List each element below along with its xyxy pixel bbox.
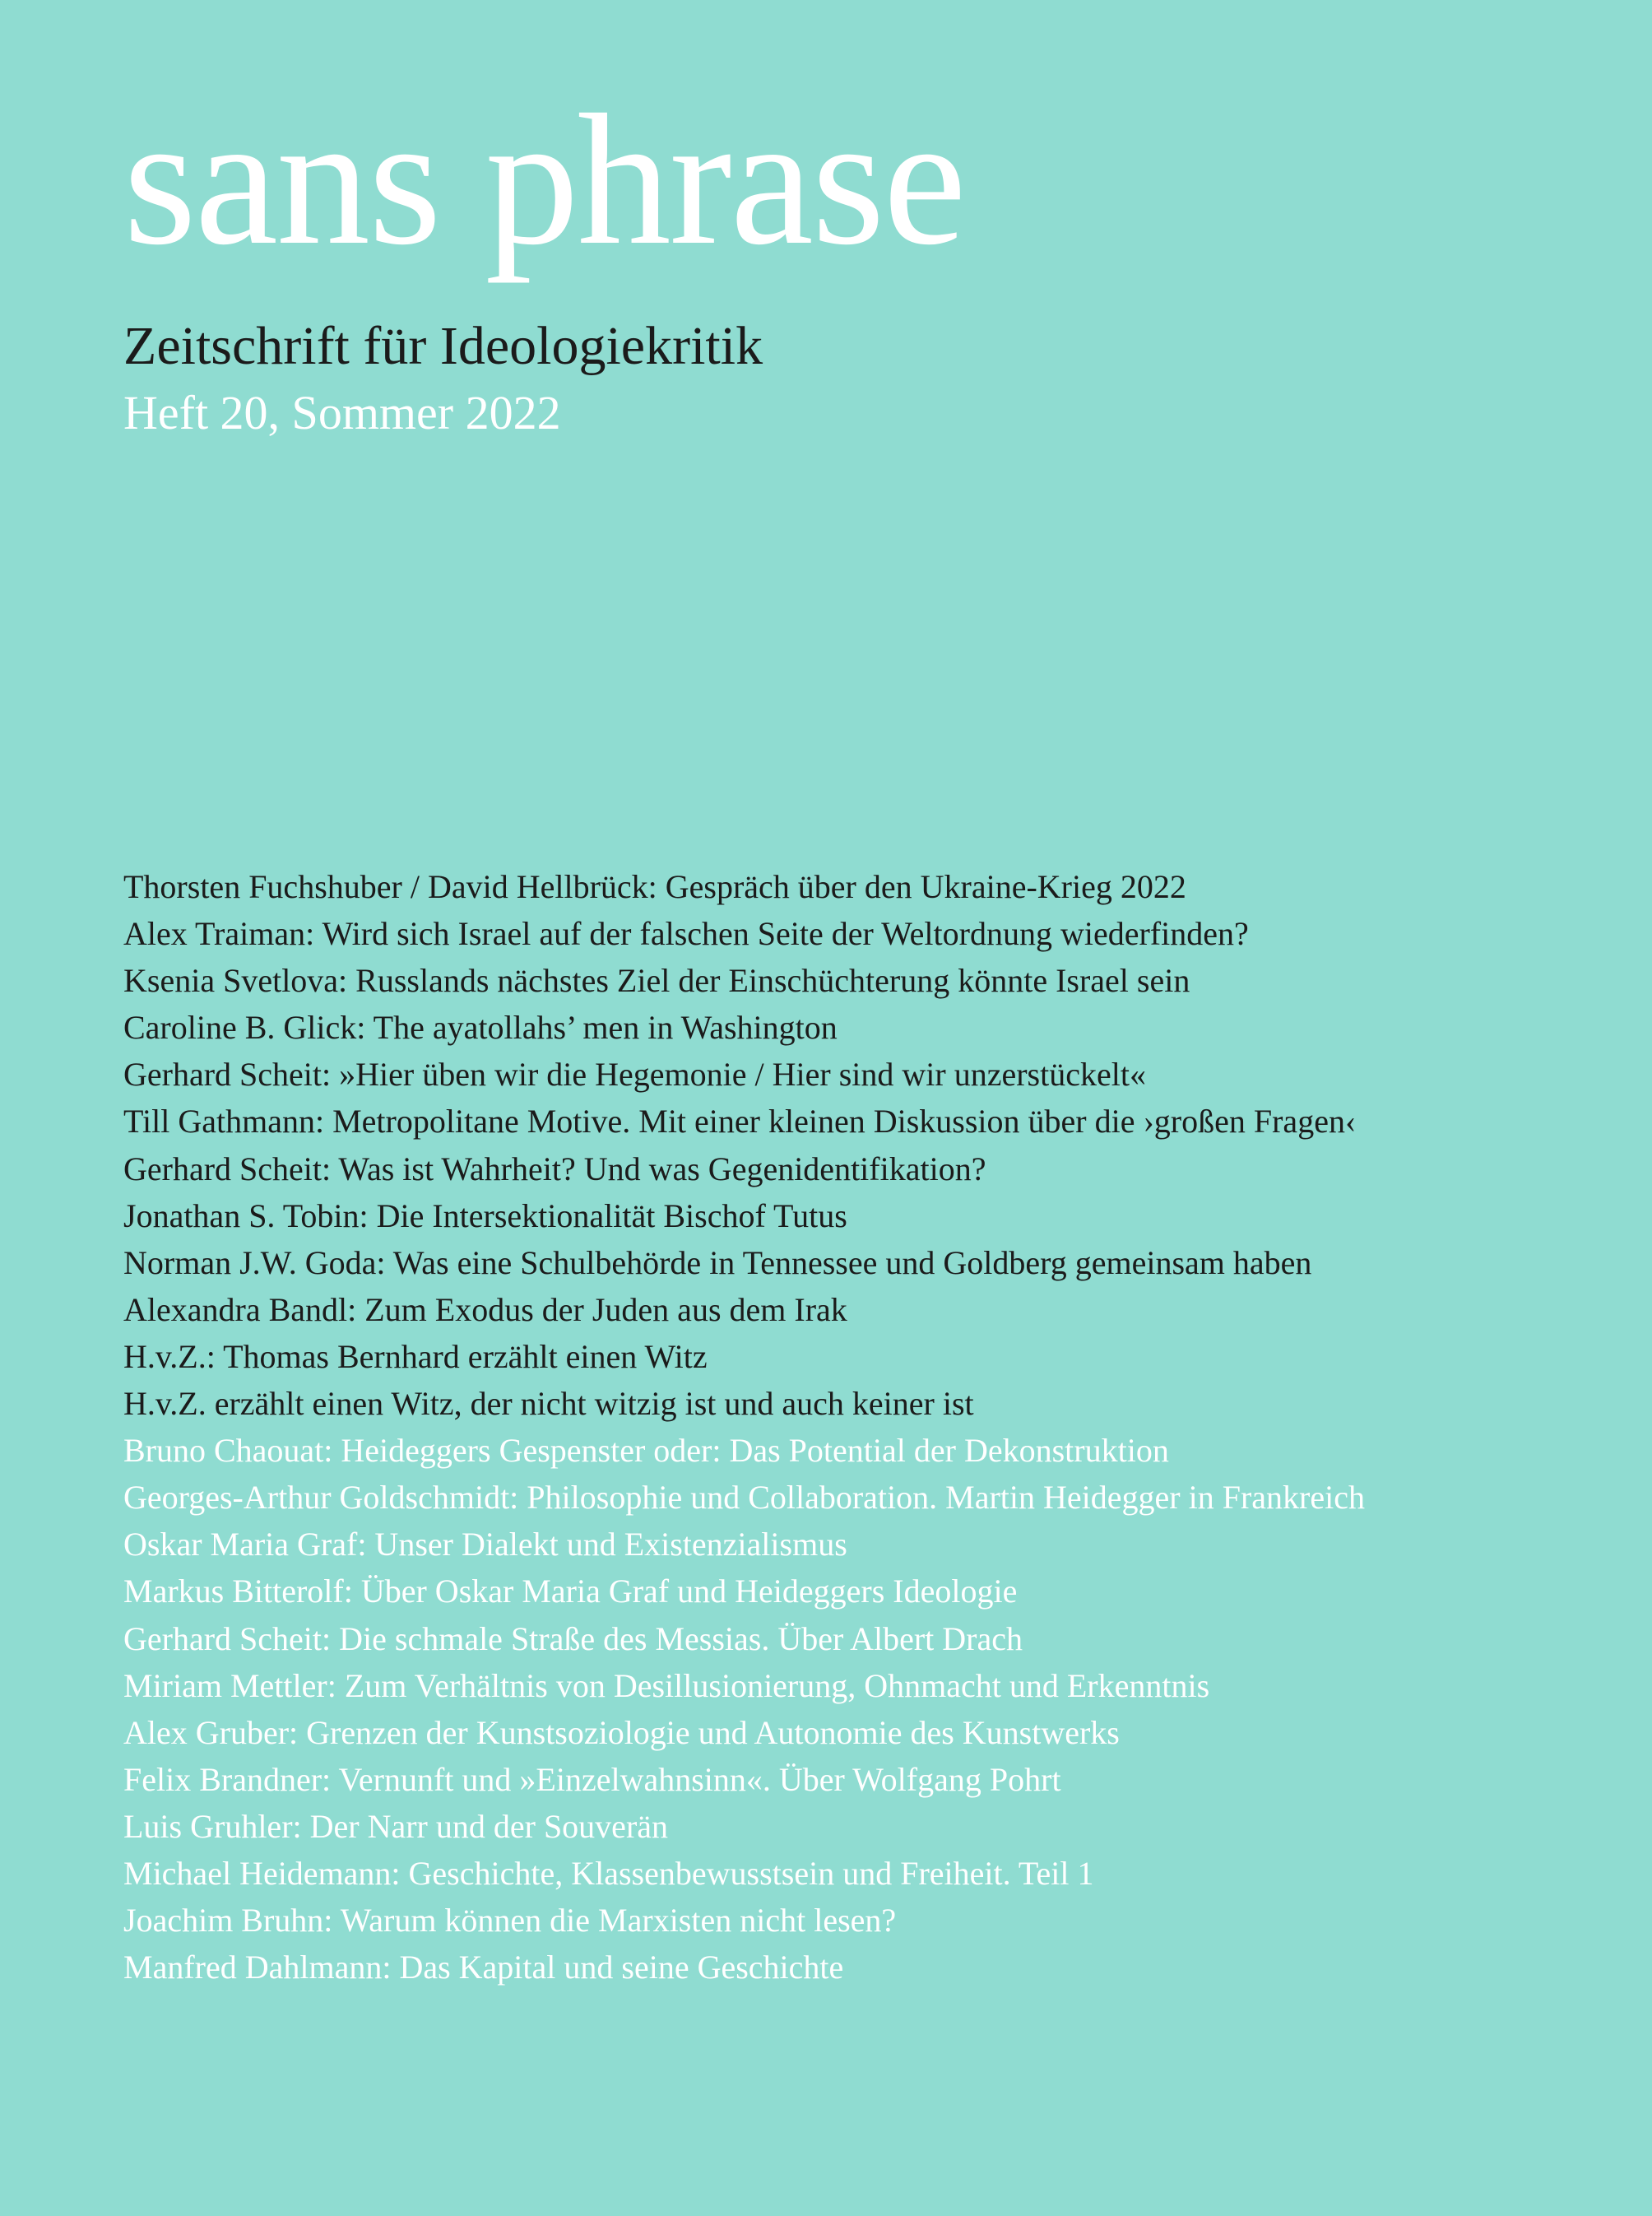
contents-item: Till Gathmann: Metropolitane Motive. Mit einer kleinen Diskussion über die ›großen Fragen‹ bbox=[123, 1103, 1357, 1141]
contents-item: Felix Brandner: Vernunft und »Einzelwahnsinn«. Über Wolfgang Pohrt bbox=[123, 1760, 1061, 1798]
contents-item: Manfred Dahlmann: Das Kapital und seine Geschichte bbox=[123, 1949, 844, 1986]
contents-item: Bruno Chaouat: Heideggers Gespenster oder: Das Potential der Dekonstruktion bbox=[123, 1432, 1169, 1470]
contents-item: Miriam Mettler: Zum Verhältnis von Desillusionierung, Ohnmacht und Erkenntnis bbox=[123, 1666, 1210, 1704]
table-of-contents bbox=[123, 863, 1365, 1991]
contents-item: Caroline B. Glick: The ayatollahs’ men in Washington bbox=[123, 1009, 838, 1047]
contents-item: Luis Gruhler: Der Narr und der Souverän bbox=[123, 1807, 669, 1845]
contents-item: Thorsten Fuchshuber / David Hellbrück: Gespräch über den Ukraine-Krieg 2022 bbox=[123, 868, 1186, 905]
issue-label: Heft 20, Sommer 2022 bbox=[123, 386, 561, 439]
contents-item: Georges-Arthur Goldschmidt: Philosophie und Collaboration. Martin Heidegger in Frankreich bbox=[123, 1479, 1365, 1517]
contents-item: Jonathan S. Tobin: Die Intersektionalität Bischof Tutus bbox=[123, 1196, 847, 1234]
contents-item: H.v.Z.: Thomas Bernhard erzählt einen Witz bbox=[123, 1337, 708, 1375]
contents-item: Alex Traiman: Wird sich Israel auf der falschen Seite der Weltordnung wiederfinden? bbox=[123, 915, 1249, 953]
contents-item: Michael Heidemann: Geschichte, Klassenbewusstsein und Freiheit. Teil 1 bbox=[123, 1854, 1094, 1892]
contents-item: Norman J.W. Goda: Was eine Schulbehörde in Tennessee und Goldberg gemeinsam haben bbox=[123, 1243, 1312, 1281]
contents-item: Ksenia Svetlova: Russlands nächstes Ziel der Einschüchterung könnte Israel sein bbox=[123, 962, 1190, 1000]
contents-item: Gerhard Scheit: Was ist Wahrheit? Und was Gegenidentifikation? bbox=[123, 1150, 986, 1187]
magazine-subtitle: Zeitschrift für Ideologiekritik bbox=[123, 316, 763, 376]
contents-item: H.v.Z. erzählt einen Witz, der nicht witzig ist und auch keiner ist bbox=[123, 1385, 974, 1423]
contents-item: Gerhard Scheit: Die schmale Straße des Messias. Über Albert Drach bbox=[123, 1619, 1023, 1657]
masthead-title: sans phrase bbox=[123, 77, 965, 284]
contents-item: Gerhard Scheit: »Hier üben wir die Hegemonie / Hier sind wir unzerstückelt« bbox=[123, 1056, 1146, 1094]
contents-item: Joachim Bruhn: Warum können die Marxisten nicht lesen? bbox=[123, 1902, 897, 1940]
contents-item: Oskar Maria Graf: Unser Dialekt und Existenzialismus bbox=[123, 1526, 847, 1563]
contents-item: Alexandra Bandl: Zum Exodus der Juden aus dem Irak bbox=[123, 1290, 847, 1328]
contents-item: Alex Gruber: Grenzen der Kunstsoziologie und Autonomie des Kunstwerks bbox=[123, 1713, 1120, 1751]
contents-item: Markus Bitterolf: Über Oskar Maria Graf und Heideggers Ideologie bbox=[123, 1573, 1018, 1610]
